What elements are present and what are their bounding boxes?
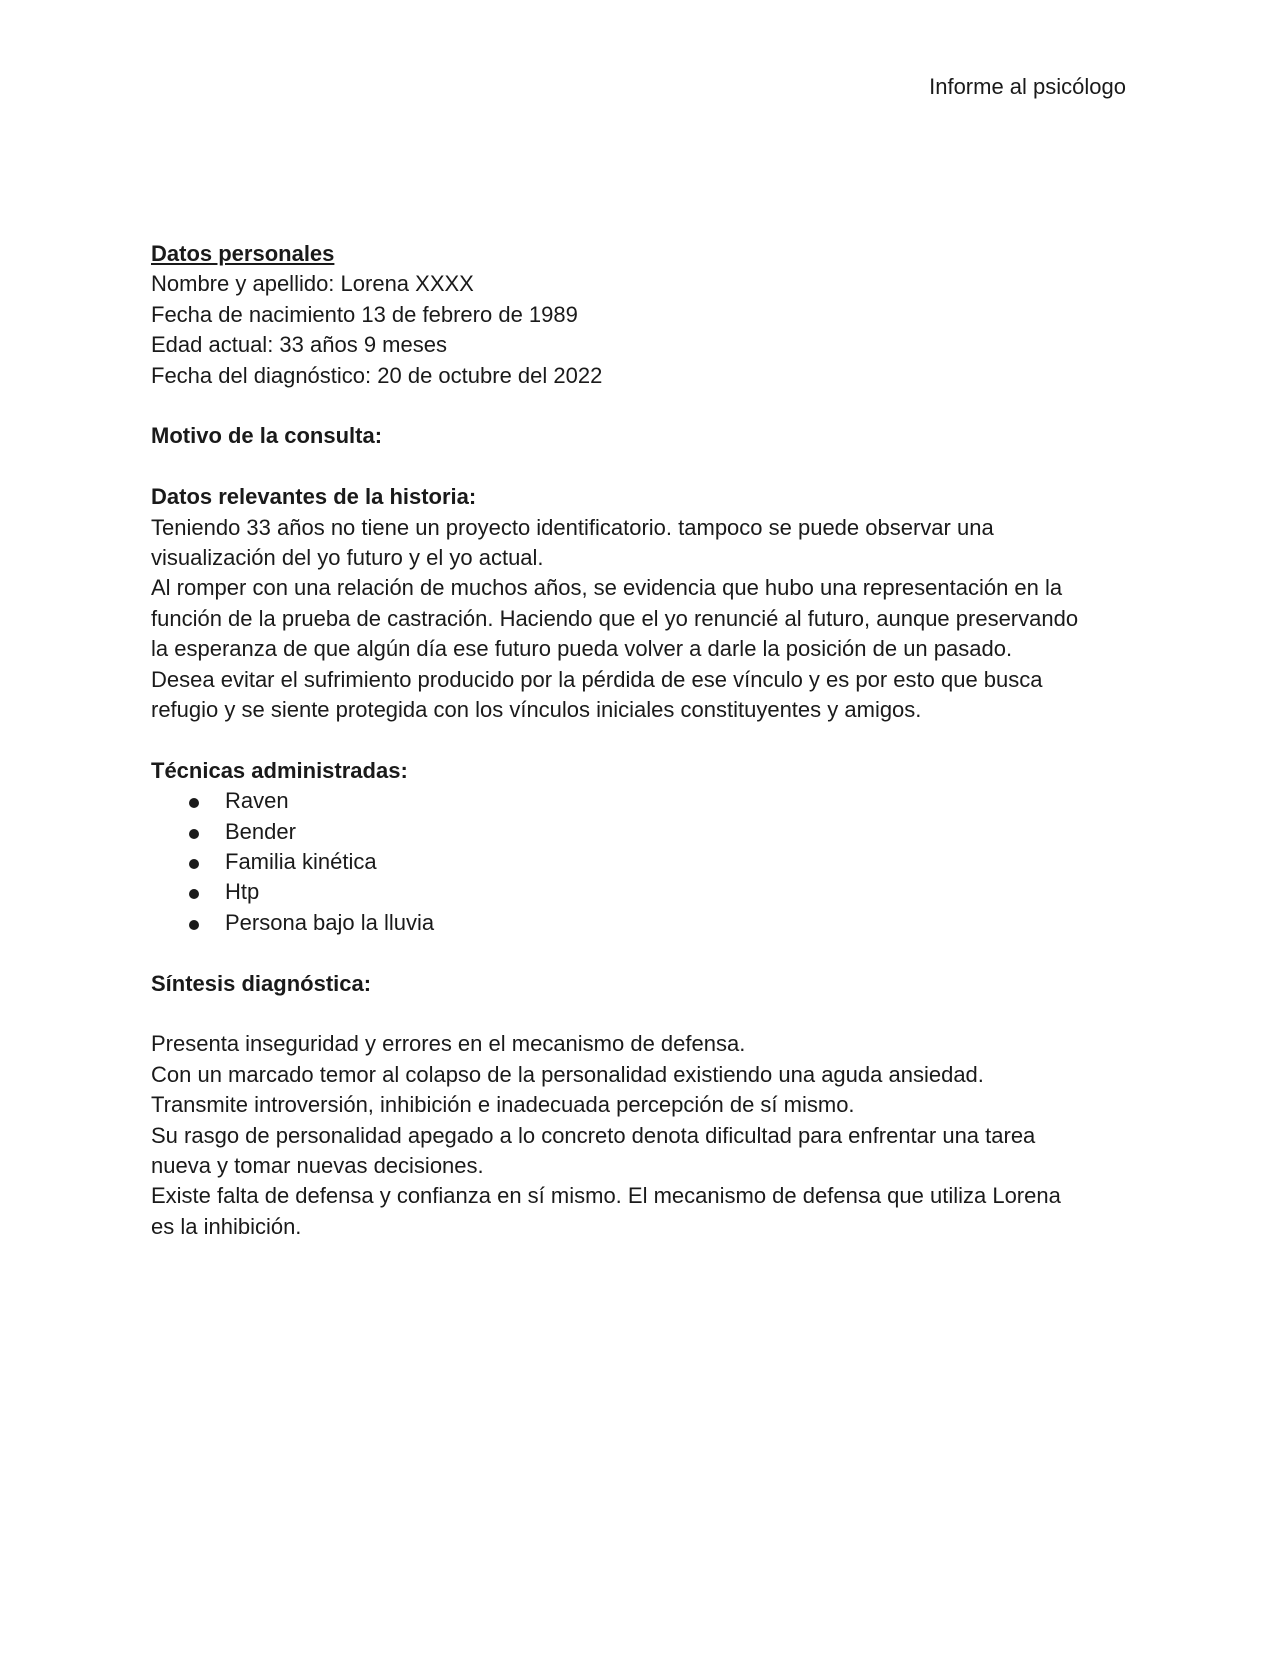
synthesis-section bbox=[151, 969, 1136, 1243]
history-line: Desea evitar el sufrimiento producido por la pérdida de ese vínculo y es por esto que busca bbox=[151, 666, 1043, 692]
list-item bbox=[151, 817, 1136, 847]
technique-label: Bender bbox=[225, 818, 296, 844]
techniques-heading: Técnicas administradas: bbox=[151, 757, 408, 783]
history-line: refugio y se siente protegida con los vínculos iniciales constituyentes y amigos. bbox=[151, 697, 922, 723]
history-line: función de la prueba de castración. Haciendo que el yo renuncié al futuro, aunque preservando bbox=[151, 605, 1079, 631]
techniques-list bbox=[151, 786, 1136, 938]
synthesis-line: Presenta inseguridad y errores en el mecanismo de defensa. bbox=[151, 1031, 746, 1057]
spacer bbox=[151, 938, 1136, 968]
spacer bbox=[151, 725, 1136, 755]
synthesis-line: Su rasgo de personalidad apegado a lo concreto denota dificultad para enfrentar una tarea bbox=[151, 1122, 1036, 1148]
synthesis-line: Existe falta de defensa y confianza en sí mismo. El mecanismo de defensa que utiliza Lorena bbox=[151, 1183, 1061, 1209]
history-line: visualización del yo futuro y el yo actual. bbox=[151, 545, 544, 571]
list-item bbox=[151, 786, 1136, 816]
spacer bbox=[151, 999, 1136, 1029]
consultation-reason-heading: Motivo de la consulta: bbox=[151, 423, 383, 449]
bullet-icon bbox=[189, 889, 199, 899]
technique-label: Raven bbox=[225, 788, 289, 814]
personal-data-heading: Datos personales bbox=[151, 241, 335, 266]
history-line: Teniendo 33 años no tiene un proyecto identificatorio. tampoco se puede observar una bbox=[151, 514, 994, 540]
bullet-icon bbox=[189, 829, 199, 839]
document-header-title: Informe al psicólogo bbox=[929, 74, 1126, 99]
personal-data-section bbox=[151, 239, 1136, 391]
technique-label: Htp bbox=[225, 879, 260, 905]
synthesis-line: Transmite introversión, inhibición e inadecuada percepción de sí mismo. bbox=[151, 1092, 855, 1118]
techniques-section bbox=[151, 756, 1136, 938]
list-item bbox=[151, 877, 1136, 907]
history-heading: Datos relevantes de la historia: bbox=[151, 484, 477, 510]
synthesis-heading: Síntesis diagnóstica: bbox=[151, 970, 372, 996]
technique-label: Persona bajo la lluvia bbox=[225, 909, 435, 935]
spacer bbox=[151, 452, 1136, 482]
document-body bbox=[151, 239, 1136, 1242]
bullet-icon bbox=[189, 798, 199, 808]
synthesis-line: Con un marcado temor al colapso de la personalidad existiendo una aguda ansiedad. bbox=[151, 1061, 984, 1087]
history-line: Al romper con una relación de muchos años, se evidencia que hubo una representación en la bbox=[151, 575, 1063, 601]
technique-label: Familia kinética bbox=[225, 849, 377, 875]
consultation-reason-section bbox=[151, 421, 1136, 451]
age-line: Edad actual: 33 años 9 meses bbox=[151, 332, 447, 358]
name-line: Nombre y apellido: Lorena XXXX bbox=[151, 271, 474, 297]
list-item bbox=[151, 908, 1136, 938]
diagnosis-date-line: Fecha del diagnóstico: 20 de octubre del 2022 bbox=[151, 362, 603, 388]
history-section bbox=[151, 482, 1136, 725]
list-item bbox=[151, 847, 1136, 877]
birth-date-line: Fecha de nacimiento 13 de febrero de 1989 bbox=[151, 301, 578, 327]
synthesis-line: es la inhibición. bbox=[151, 1213, 302, 1239]
bullet-icon bbox=[189, 859, 199, 869]
synthesis-line: nueva y tomar nuevas decisiones. bbox=[151, 1153, 484, 1179]
spacer bbox=[151, 391, 1136, 421]
history-line: la esperanza de que algún día ese futuro pueda volver a darle la posición de un pasado. bbox=[151, 636, 1013, 662]
bullet-icon bbox=[189, 920, 199, 930]
